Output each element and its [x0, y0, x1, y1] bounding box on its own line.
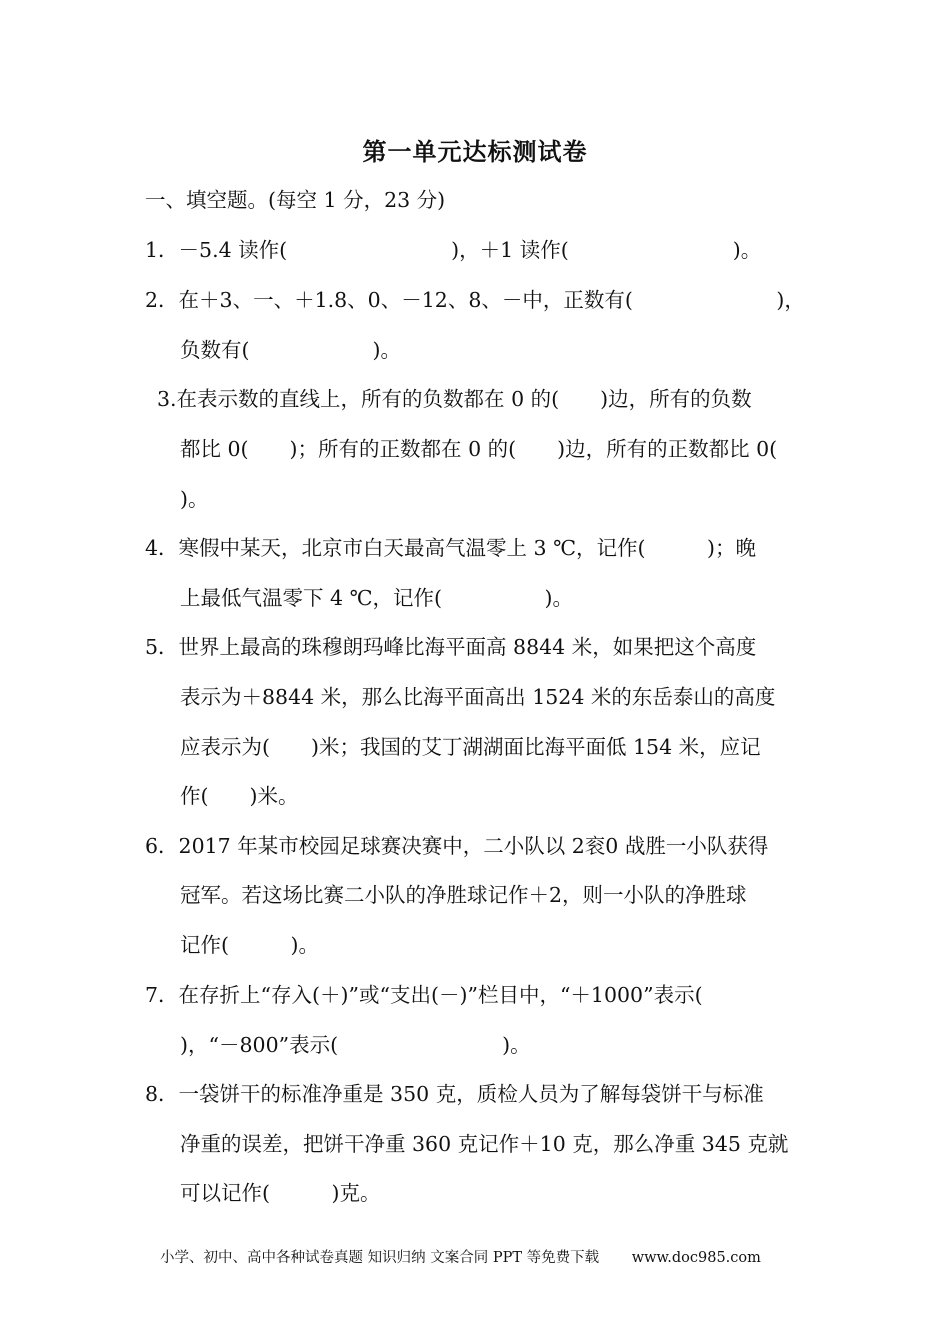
question-3-line-3: )。 [180, 487, 209, 511]
question-4-line-2: 上最低气温零下 4 ℃，记作( )。 [180, 586, 574, 610]
footer-url[interactable]: www.doc985.com [631, 1250, 761, 1266]
page-footer [160, 1246, 761, 1267]
question-3-line-2: 都比 0( )；所有的正数都在 0 的( )边，所有的正数都比 0( [180, 437, 778, 461]
question-8-line-3: 可以记作( )克。 [180, 1181, 381, 1205]
question-3-line-1: 3.在表示数的直线上，所有的负数都在 0 的( )边，所有的负数 [157, 387, 752, 411]
question-2-line-1: 2．在＋3、一、＋1.8、0、－12、8、－中，正数有( )， [145, 288, 805, 312]
question-5-line-2: 表示为＋8844 米，那么比海平面高出 1524 米的东岳泰山的高度 [180, 685, 776, 709]
question-7-line-1: 7．在存折上“存入(＋)”或“支出(－)”栏目中，“＋1000”表示( [145, 983, 703, 1007]
page-title: 第一单元达标测试卷 [362, 138, 588, 166]
question-8-line-1: 8．一袋饼干的标准净重是 350 克，质检人员为了解每袋饼干与标准 [145, 1082, 764, 1106]
question-5-line-4: 作( )米。 [180, 784, 299, 808]
question-6-line-3: 记作( )。 [180, 933, 319, 957]
question-7-line-2: )，“－800”表示( )。 [180, 1033, 531, 1057]
section-heading: 一、填空题。(每空 1 分，23 分) [145, 188, 446, 212]
question-5-line-3: 应表示为( )米；我国的艾丁湖湖面比海平面低 154 米，应记 [180, 735, 761, 759]
question-5-line-1: 5．世界上最高的珠穆朗玛峰比海平面高 8844 米，如果把这个高度 [145, 635, 757, 659]
question-1-line-1: 1．－5.4 读作( )，＋1 读作( )。 [145, 238, 762, 262]
question-6-line-2: 冠军。若这场比赛二小队的净胜球记作＋2，则一小队的净胜球 [180, 883, 747, 907]
question-4-line-1: 4．寒假中某天，北京市白天最高气温零上 3 ℃，记作( )；晚 [145, 536, 757, 560]
footer-text: 小学、初中、高中各种试卷真题 知识归纳 文案合同 PPT 等免费下载 [160, 1250, 600, 1266]
question-2-line-2: 负数有( )。 [180, 338, 401, 362]
question-8-line-2: 净重的误差，把饼干净重 360 克记作＋10 克，那么净重 345 克就 [180, 1132, 789, 1156]
question-6-line-1: 6．2017 年某市校园足球赛决赛中，二小队以 2衮0 战胜一小队获得 [145, 834, 769, 858]
